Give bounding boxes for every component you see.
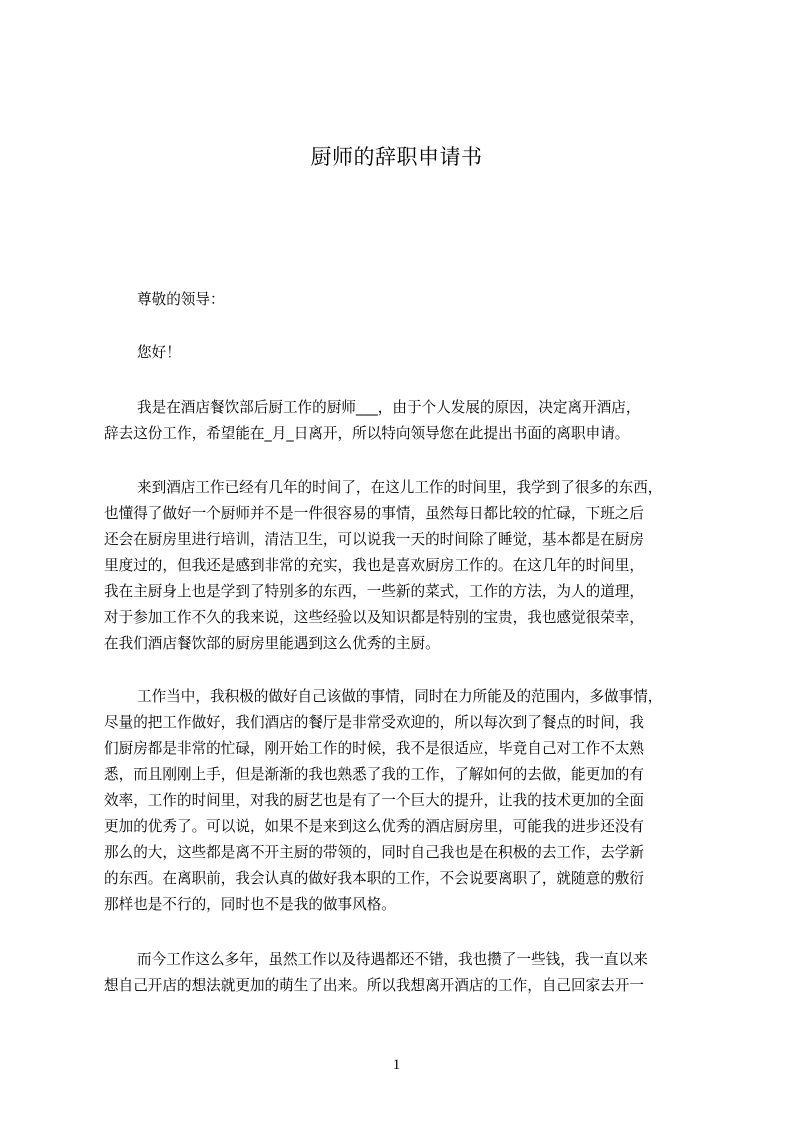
- paragraph-line: 里度过的，但我还是感到非常的充实，我也是喜欢厨房工作的。在这几年的时间里，: [104, 557, 644, 574]
- paragraph-line: 而今工作这么多年，虽然工作以及待遇都还不错，我也攒了一些钱，我一直以来: [137, 951, 648, 968]
- document-title: 厨师的辞职申请书: [310, 145, 483, 169]
- paragraph-line: 工作当中，我积极的做好自己该做的事情，同时在力所能及的范围内，多做事情，: [137, 688, 663, 705]
- paragraph-line: 我在主厨身上也是学到了特别多的东西，一些新的菜式，工作的方法，为人的道理，: [104, 583, 644, 600]
- paragraph-line: 悉，而且刚刚上手，但是渐渐的我也熟悉了我的工作，了解如何的去做，能更加的有: [104, 766, 644, 783]
- paragraph-line: 效率，工作的时间里，对我的厨艺也是有了一个巨大的提升，让我的技术更加的全面: [104, 792, 644, 809]
- paragraph-line: 那样也是不行的，同时也不是我的做事风格。: [104, 896, 396, 913]
- paragraph-line: 来到酒店工作已经有几年的时间了，在这儿工作的时间里，我学到了很多的东西，: [137, 479, 663, 496]
- paragraph-line: 尽量的把工作做好，我们酒店的餐厅是非常受欢迎的，所以每次到了餐点的时间，我: [104, 714, 644, 731]
- paragraph-line: 更加的优秀了。可以说，如果不是来到这么优秀的酒店厨房里，可能我的进步还没有: [104, 818, 644, 835]
- paragraph-line: 我是在酒店餐饮部后厨工作的厨师___，由于个人发展的原因，决定离开酒店，: [137, 399, 641, 416]
- paragraph-line: 想自己开店的想法就更加的萌生了出来。所以我想离开酒店的工作，自己回家去开一: [104, 977, 644, 994]
- paragraph-line: 们厨房都是非常的忙碌，刚开始工作的时候，我不是很适应，毕竟自己对工作不太熟: [104, 740, 644, 757]
- paragraph-line: 还会在厨房里进行培训，清洁卫生，可以说我一天的时间除了睡觉，基本都是在厨房: [104, 531, 644, 548]
- page-number: 1: [392, 1057, 401, 1073]
- salutation: 尊敬的领导：: [137, 291, 225, 308]
- paragraph-line: 的东西。在离职前，我会认真的做好我本职的工作，不会说要离职了，就随意的敷衍: [104, 870, 644, 887]
- paragraph-line: 也懂得了做好一个厨师并不是一件很容易的事情，虽然每日都比较的忙碌，下班之后: [104, 505, 644, 522]
- paragraph-line: 那么的大，这些都是离不开主厨的带领的，同时自己我也是在积极的去工作，去学新: [104, 844, 644, 861]
- paragraph-line: 辞去这份工作，希望能在_月_日离开，所以特向领导您在此提出书面的离职申请。: [104, 425, 630, 442]
- paragraph-line: 对于参加工作不久的我来说，这些经验以及知识都是特别的宝贵，我也感觉很荣幸，: [104, 609, 644, 626]
- paragraph-line: 在我们酒店餐饮部的厨房里能遇到这么优秀的主厨。: [104, 635, 440, 652]
- greeting: 您好！: [137, 344, 181, 361]
